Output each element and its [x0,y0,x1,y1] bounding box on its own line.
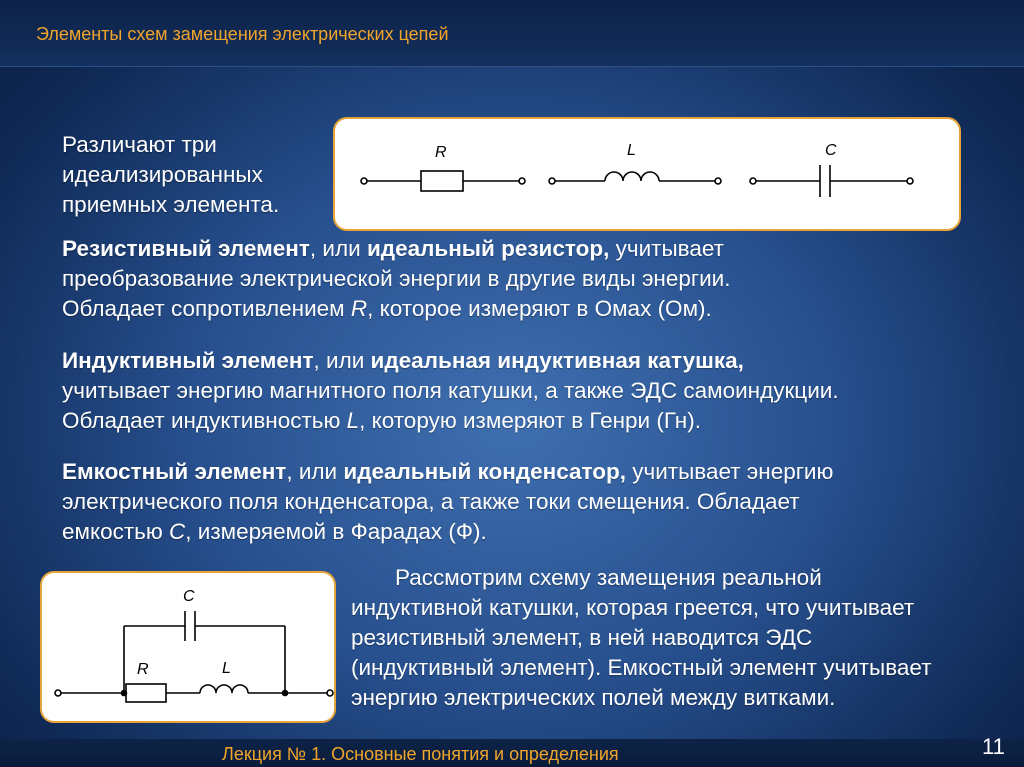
text-line: преобразование электрической энергии в другие виды энергии. [62,266,731,291]
coil-equivalent-diagram [42,573,334,721]
text-fragment: емкостью [62,519,169,544]
intro-line: Различают три [62,132,217,157]
text-fragment: , которое измеряют в Омах (Ом). [367,296,712,321]
resistor-term: идеальный резистор, [366,236,610,261]
resistive-term: Резистивный элемент [62,236,310,261]
page-number: 11 [982,734,1005,759]
intro-text [62,130,279,220]
inductive-paragraph [62,346,839,436]
capacitive-term: Емкостный элемент [62,459,287,484]
text-line: учитывает энергию магнитного поля катушки, а также ЭДС самоиндукции. [62,378,839,403]
text-fragment: , измеряемой в Фарадах (Ф). [185,519,487,544]
elements-diagram-box [333,117,961,231]
text-fragment: Обладает сопротивлением [62,296,351,321]
inductor-label: L [222,660,231,677]
symbol-c: C [169,519,186,544]
intro-line: приемных элемента. [62,192,280,217]
text-line: энергию электрических полей между витками. [351,685,836,710]
elements-diagram [335,119,959,229]
capacitor-label: C [825,142,837,159]
resistor-label: R [137,661,149,678]
text-line: резистивный элемент, в ней наводится ЭДС [351,625,813,650]
consider-paragraph [351,563,932,713]
slide-title: Элементы схем замещения электрических цепей [36,24,449,44]
text-fragment: учитывает [609,236,724,261]
intro-line: идеализированных [62,162,263,187]
text-line: Рассмотрим схему замещения реальной [395,565,822,590]
text-line: (индуктивный элемент). Емкостный элемент учитывает [351,655,932,680]
text-fragment: , которую измеряют в Генри (Гн). [359,408,701,433]
text-line: индуктивной катушки, которая греется, что учитывает [351,595,915,620]
capacitive-paragraph [62,457,833,547]
resistor-label: R [435,144,447,161]
coil-equivalent-diagram-box [40,571,336,723]
text-fragment: , или [313,348,371,373]
text-fragment: Обладает индуктивностью [62,408,347,433]
inductor-label: L [627,142,636,159]
resistive-paragraph [62,234,730,324]
symbol-r: R [350,296,368,321]
text-line: электрического поля конденсатора, а также токи смещения. Обладает [62,489,800,514]
capacitor-label: C [183,588,195,605]
symbol-l: L [346,408,360,433]
text-fragment: , или [286,459,344,484]
text-fragment: , или [309,236,367,261]
inductive-term: Индуктивный элемент [62,348,314,373]
footer-title: Лекция № 1. Основные понятия и определения [222,744,619,764]
inductor-term: идеальная индуктивная катушка, [370,348,744,373]
text-fragment: учитывает энергию [625,459,834,484]
capacitor-term: идеальный конденсатор, [343,459,626,484]
